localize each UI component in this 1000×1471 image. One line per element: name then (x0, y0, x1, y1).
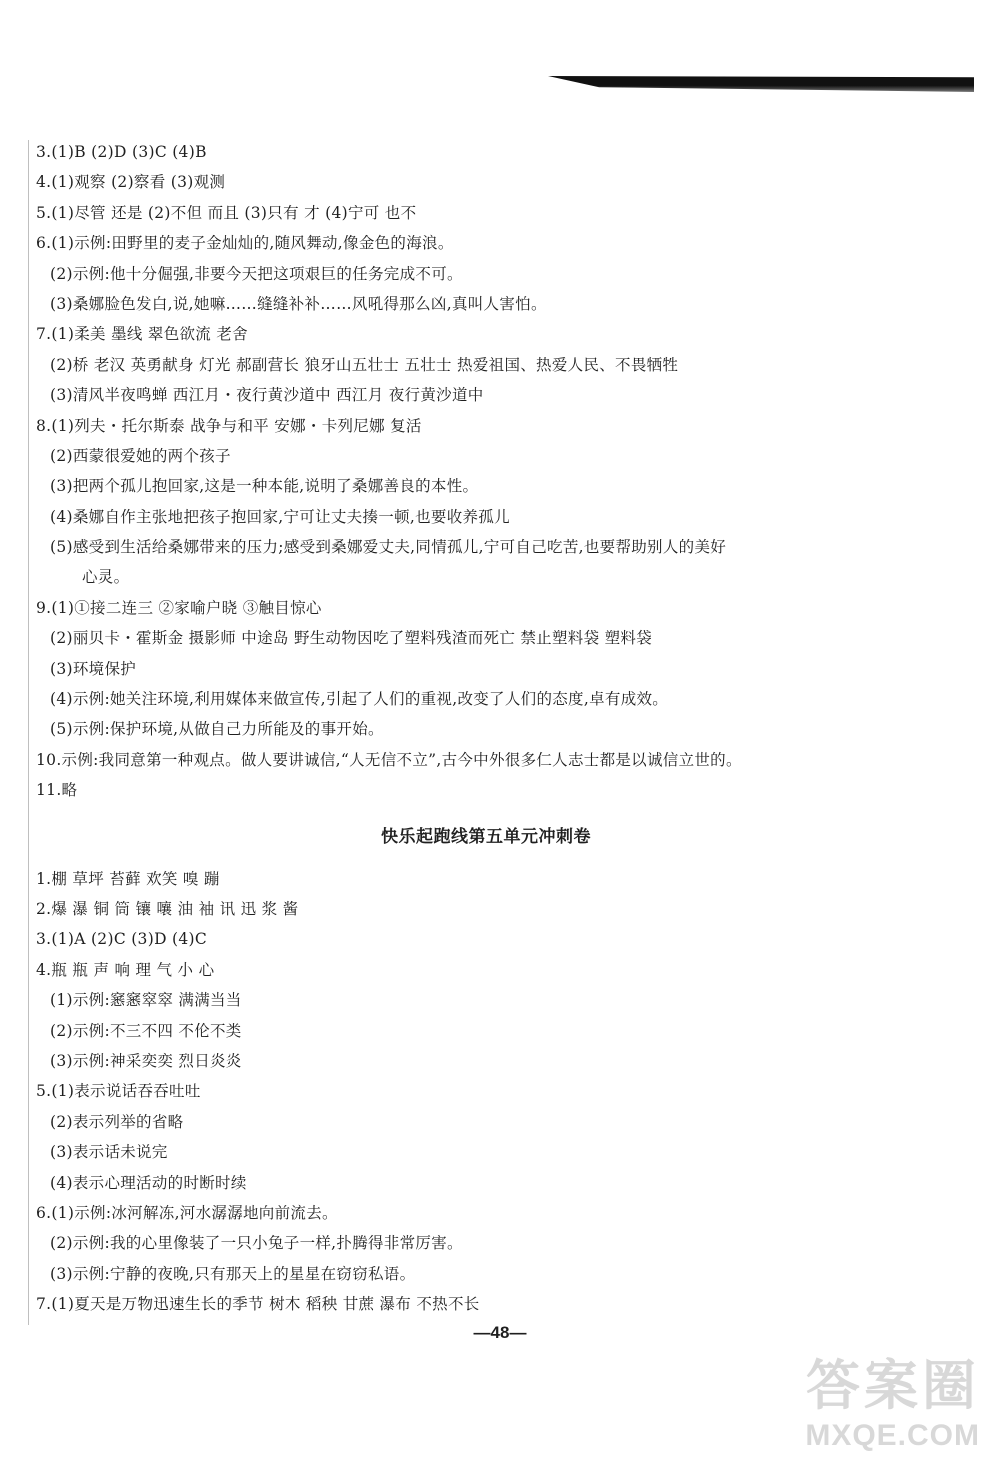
answer-line: (3)表示话未说完 (50, 1143, 168, 1162)
answer-line: 3.(1)A (2)C (3)D (4)C (36, 930, 208, 949)
left-margin-line (28, 140, 29, 1325)
section-title: 快乐起跑线第五单元冲刺卷 (381, 826, 591, 847)
answer-line: 6.(1)示例:田野里的麦子金灿灿的,随风舞动,像金色的海浪。 (36, 234, 454, 253)
answer-line: (3)示例:神采奕奕 烈日炎炎 (50, 1051, 242, 1070)
answer-line: (2)表示列举的省略 (50, 1112, 184, 1131)
answer-line: (5)感受到生活给桑娜带来的压力;感受到桑娜爱丈夫,同情孤儿,宁可自己吃苦,也要帮助别人的美好 (50, 538, 727, 557)
answer-line: 10.示例:我同意第一种观点。做人要讲诚信,“人无信不立”,古今中外很多仁人志士都是以诚信立世的。 (36, 750, 742, 769)
answer-line: (4)桑娜自作主张地把孩子抱回家,宁可让丈夫揍一顿,也要收养孤儿 (50, 507, 510, 526)
answer-line: (2)桥 老汉 英勇献身 灯光 郝副营长 狼牙山五壮士 五壮士 热爱祖国、热爱人民、不畏牺牲 (50, 355, 679, 374)
answer-line: 7.(1)夏天是万物迅速生长的季节 树木 稻秧 甘蔗 瀑布 不热不长 (36, 1295, 480, 1314)
answer-line: (3)示例:宁静的夜晚,只有那天上的星星在窃窃私语。 (50, 1264, 416, 1283)
answer-line: 3.(1)B (2)D (3)C (4)B (36, 143, 207, 161)
answer-line: 4.(1)观察 (2)察看 (3)观测 (36, 173, 226, 192)
watermark-url: MXQE.COM (805, 1419, 980, 1452)
answer-line: (3)把两个孤儿抱回家,这是一种本能,说明了桑娜善良的本性。 (50, 477, 479, 496)
answer-line: (5)示例:保护环境,从做自己力所能及的事开始。 (50, 720, 384, 739)
answer-line: (4)表示心理活动的时断时续 (50, 1173, 247, 1192)
page-number: —48— (473, 1323, 527, 1342)
watermark-logo (780, 1343, 980, 1453)
answer-line: (3)桑娜脸色发白,说,她嘛……缝缝补补……风吼得那么凶,真叫人害怕。 (50, 294, 547, 313)
answer-line: 11.略 (36, 781, 78, 800)
watermark-glyphs: 答案圈 (806, 1354, 980, 1417)
answer-line: (2)示例:我的心里像装了一只小兔子一样,扑腾得非常厉害。 (50, 1234, 463, 1253)
answer-line: 8.(1)列夫・托尔斯泰 战争与和平 安娜・卡列尼娜 复活 (36, 416, 422, 435)
answer-line: (3)环境保护 (50, 659, 137, 678)
answer-line: 9.(1)①接二连三 ②家喻户晓 ③触目惊心 (36, 598, 322, 617)
answer-line: (2)西蒙很爱她的两个孩子 (50, 446, 231, 465)
answer-line: 6.(1)示例:冰河解冻,河水潺潺地向前流去。 (36, 1203, 338, 1222)
answers-top (36, 137, 936, 806)
answer-content (36, 137, 936, 1319)
header-rule (548, 76, 974, 92)
answer-line: (2)示例:不三不四 不伦不类 (50, 1021, 242, 1040)
answer-line: 1.棚 草坪 苔藓 欢笑 嗅 蹦 (36, 869, 220, 888)
answer-line: 5.(1)表示说话吞吞吐吐 (36, 1082, 201, 1101)
answer-line: 4.瓶 瓶 声 响 理 气 小 心 (36, 960, 215, 979)
answer-line: 7.(1)柔美 墨线 翠色欲流 老舍 (36, 325, 248, 344)
answer-line: (3)清风半夜鸣蝉 西江月・夜行黄沙道中 西江月 夜行黄沙道中 (50, 386, 484, 405)
answer-line: (1)示例:窸窸窣窣 满满当当 (50, 991, 242, 1010)
answer-line: 2.爆 瀑 铜 筒 镶 嚷 油 袖 讯 迅 浆 酱 (36, 899, 299, 918)
answer-line: 心灵。 (82, 568, 130, 587)
answer-line: (4)示例:她关注环境,利用媒体来做宣传,引起了人们的重视,改变了人们的态度,卓有成效。 (50, 690, 669, 709)
answer-line: (2)丽贝卡・霍斯金 摄影师 中途岛 野生动物因吃了塑料残渣而死亡 禁止塑料袋 塑料袋 (50, 629, 652, 648)
answers-bottom (36, 864, 936, 1320)
answer-line: 5.(1)尽管 还是 (2)不但 而且 (3)只有 才 (4)宁可 也不 (36, 203, 417, 222)
answer-line: (2)示例:他十分倔强,非要今天把这项艰巨的任务完成不可。 (50, 264, 463, 283)
